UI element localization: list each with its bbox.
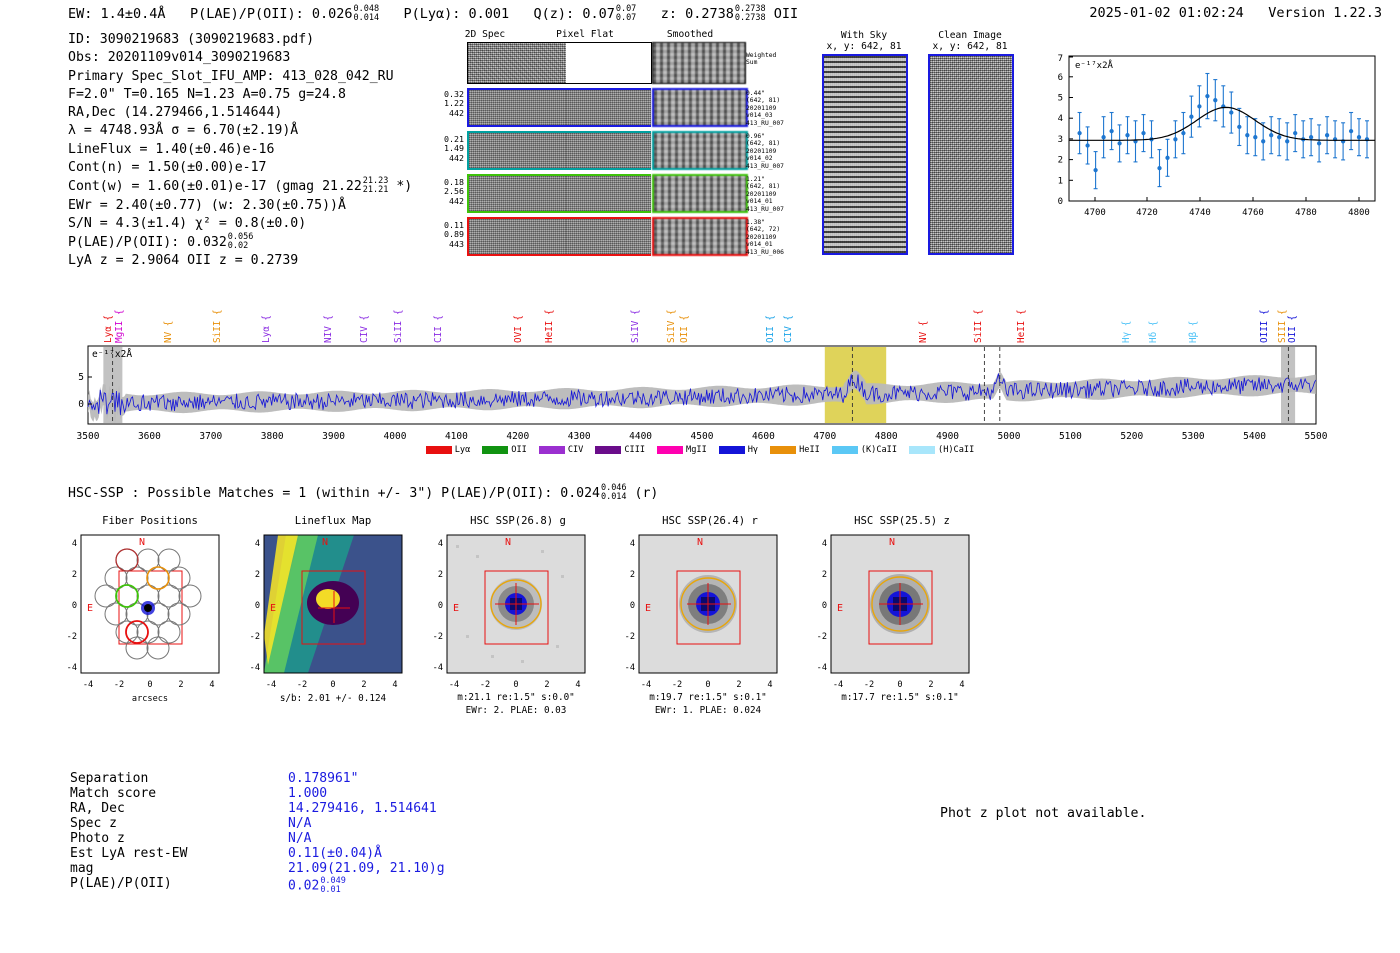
svg-text:0: 0 — [897, 680, 903, 690]
line-label-6: CIV { — [359, 315, 371, 343]
line-label-3: SiII { — [212, 309, 224, 343]
legend-swatch-7 — [832, 446, 858, 454]
match-properties-table — [70, 772, 690, 902]
svg-text:4000: 4000 — [383, 431, 407, 442]
svg-text:4: 4 — [437, 539, 443, 549]
compass-e-2: E — [453, 603, 460, 614]
cutout-lineflux-map — [238, 515, 428, 715]
svg-text:-4: -4 — [66, 663, 77, 673]
spec2d-weighted-sum-2d — [467, 42, 567, 84]
info-line-1: Obs: 20201109v014_3090219683 — [68, 50, 291, 66]
info-plae-errors: 0.056 0.02 — [227, 232, 254, 252]
spec2d-row0-smoothed — [652, 88, 748, 127]
hsc-r-svg — [613, 515, 809, 720]
header-z-errors: 0.2738 0.2738 — [734, 4, 766, 23]
svg-text:0: 0 — [147, 680, 153, 690]
info-line-7: Cont(n) = 1.50(±0.00)e-17 — [68, 160, 267, 176]
cutout-title-4: HSC SSP(25.5) z — [854, 515, 950, 527]
svg-text:2: 2 — [629, 570, 635, 580]
svg-text:2: 2 — [736, 680, 742, 690]
line-label-2: NV { — [163, 320, 174, 343]
line-label-17: SiII { — [973, 309, 985, 343]
line-label-7: SiII { — [393, 309, 405, 343]
svg-text:4100: 4100 — [444, 431, 468, 442]
svg-text:-2: -2 — [671, 680, 683, 690]
info-line-5: λ = 4748.93Å σ = 6.70(±2.19)Å — [68, 123, 299, 139]
compass-n-4: N — [889, 537, 896, 548]
header-plae-poii-errors: 0.048 0.014 — [353, 4, 380, 23]
svg-text:-4: -4 — [265, 680, 277, 690]
info-line-4: RA,Dec (14.279466,1.514644) — [68, 105, 283, 121]
svg-text:4500: 4500 — [690, 431, 714, 442]
svg-text:1: 1 — [1057, 176, 1063, 187]
spec2d-row3-smoothed — [652, 217, 748, 256]
svg-text:5300: 5300 — [1181, 431, 1205, 442]
legend-label-3: CIII — [624, 445, 646, 455]
row-value-7: 0.02 0.049 0.01 — [288, 876, 346, 895]
timestamp: 2025-01-02 01:02:24 — [1089, 5, 1244, 21]
svg-text:0: 0 — [705, 680, 711, 690]
lineflux-map-svg — [238, 515, 428, 710]
line-label-10: HeII { — [543, 309, 555, 343]
compass-n-1: N — [322, 537, 329, 548]
svg-text:2: 2 — [928, 680, 934, 690]
svg-text:4800: 4800 — [1348, 208, 1370, 218]
spec2d-row3-2d — [467, 217, 567, 256]
svg-text:-2: -2 — [479, 680, 491, 690]
cutout-hsc-r — [613, 515, 809, 725]
full-spectrum-plot — [70, 309, 1335, 450]
info-cont-w — [68, 177, 412, 196]
svg-text:3900: 3900 — [322, 431, 346, 442]
spec2d-row0-flat — [566, 88, 651, 127]
svg-text:e⁻¹⁷x2Å: e⁻¹⁷x2Å — [92, 349, 133, 360]
spectrum-legend — [0, 445, 1400, 455]
hsc-match-line — [68, 484, 658, 502]
spec2d-panel-group — [430, 30, 790, 260]
header-qz-errors: 0.07 0.07 — [615, 4, 637, 23]
line-label-16: NV { — [918, 320, 930, 343]
row-key-1: Match score — [70, 786, 157, 801]
spec2d-row3-left-labels: 0.11 0.89 443 — [444, 220, 464, 249]
svg-text:4700: 4700 — [1084, 208, 1106, 218]
cutout-hsc-g — [421, 515, 617, 725]
svg-text:4: 4 — [392, 680, 398, 690]
legend-swatch-5 — [719, 446, 745, 454]
svg-text:2: 2 — [821, 570, 827, 580]
svg-text:4700: 4700 — [813, 431, 837, 442]
svg-text:-2: -2 — [249, 632, 260, 642]
header-ew: EW: 1.4±0.4Å — [68, 5, 166, 22]
info-cont-w-pre: Cont(w) = 1.60(±0.01)e-17 (gmag 21.22 — [68, 179, 362, 195]
legend-label-1: OII — [511, 445, 527, 455]
cutout-xlabel-0: arcsecs — [131, 694, 169, 704]
legend-label-4: MgII — [686, 445, 707, 455]
svg-text:4200: 4200 — [506, 431, 530, 442]
header-plae-poii: P(LAE)/P(OII): 0.026 — [189, 5, 353, 22]
svg-text:4: 4 — [254, 539, 260, 549]
header-timestamp-version — [1089, 5, 1382, 21]
legend-label-2: CIV — [567, 445, 584, 455]
svg-text:-2: -2 — [113, 680, 125, 690]
svg-text:5100: 5100 — [1058, 431, 1082, 442]
info-sn: S/N = 4.3(±1.4) χ² = 0.8(±0.0) — [68, 215, 307, 231]
row-key-3: Spec z — [70, 816, 117, 831]
svg-text:7: 7 — [1057, 54, 1063, 64]
compass-e-3: E — [645, 603, 652, 614]
legend-label-5: Hγ — [747, 445, 759, 455]
header-summary-line — [68, 5, 798, 23]
svg-text:5: 5 — [78, 372, 84, 383]
svg-text:2: 2 — [437, 570, 443, 580]
line-label-24: OII { — [1286, 315, 1298, 343]
info-plae — [68, 233, 412, 252]
svg-text:4600: 4600 — [751, 431, 775, 442]
row-value-7-errors: 0.049 0.01 — [320, 876, 346, 895]
line-label-0: Lyα { — [102, 315, 114, 343]
spec2d-row2-right-labels: 1.21" (642, 81) 20201109 v014_01 413_RU_007 — [746, 176, 784, 213]
cutout-title-3: HSC SSP(26.4) r — [662, 515, 758, 527]
info-ewr: EWr = 2.40(±0.77) (w: 2.30(±0.75))Å — [68, 197, 346, 213]
svg-text:0: 0 — [821, 601, 827, 611]
line-label-11: SiIV { — [629, 309, 641, 343]
spec2d-weighted-sum-label: Weighted Sum — [746, 52, 777, 67]
spec2d-row1-2d — [467, 131, 567, 170]
legend-swatch-1 — [482, 446, 508, 454]
cutout-title-0: Fiber Positions — [102, 515, 198, 527]
info-line-3: F=2.0" T=0.165 N=1.23 A=0.75 g=24.8 — [68, 86, 346, 102]
compass-n-3: N — [697, 537, 704, 548]
svg-text:5200: 5200 — [1120, 431, 1144, 442]
row-value-2: 14.279416, 1.514641 — [288, 801, 437, 816]
clean-image-title: Clean Image — [938, 30, 1002, 41]
row-key-6: mag — [70, 861, 94, 876]
info-cont-w-post: *) — [396, 179, 413, 195]
legend-item-0 — [426, 445, 471, 455]
svg-text:2: 2 — [254, 570, 260, 580]
legend-swatch-3 — [595, 446, 621, 454]
cutout-sub1-2: m:21.1 re:1.5" s:0.0" — [457, 692, 575, 703]
compass-e-1: E — [270, 603, 277, 614]
svg-text:4: 4 — [959, 680, 965, 690]
svg-text:5000: 5000 — [997, 431, 1021, 442]
line-label-9: OVI { — [512, 315, 524, 343]
spec2d-row1-right-labels: 0.96" (642, 81) 20201109 v014_02 413_RU_007 — [746, 133, 784, 170]
svg-text:4720: 4720 — [1136, 208, 1158, 218]
line-label-13: OII { — [678, 315, 690, 343]
svg-text:4760: 4760 — [1242, 208, 1264, 218]
line-label-21: Hβ { — [1188, 320, 1200, 343]
svg-text:4740: 4740 — [1189, 208, 1211, 218]
with-sky-coords: x, y: 642, 81 — [826, 41, 902, 52]
info-cont-w-errors: 21.23 21.21 — [362, 176, 389, 196]
svg-text:-2: -2 — [432, 632, 443, 642]
svg-text:4400: 4400 — [629, 431, 653, 442]
svg-text:4300: 4300 — [567, 431, 591, 442]
svg-text:4800: 4800 — [874, 431, 898, 442]
line-label-22: OIII { — [1259, 309, 1270, 343]
svg-text:-4: -4 — [640, 680, 652, 690]
spec2d-weighted-sum-smoothed — [652, 42, 746, 84]
svg-text:4900: 4900 — [936, 431, 960, 442]
cutout-title-1: Lineflux Map — [294, 515, 372, 527]
spec2d-row1-left-labels: 0.21 1.49 442 — [444, 134, 464, 163]
legend-label-7: (K)CaII — [860, 445, 898, 455]
photz-note: Phot z plot not available. — [940, 806, 1147, 821]
spec2d-row2-left-labels: 0.18 2.56 442 — [444, 177, 464, 206]
legend-label-8: (H)CaII — [938, 445, 975, 455]
line-label-20: Hδ { — [1148, 320, 1160, 343]
svg-text:4: 4 — [1057, 114, 1063, 125]
svg-text:-4: -4 — [624, 663, 635, 673]
legend-item-6 — [770, 445, 820, 455]
svg-text:0: 0 — [71, 601, 77, 611]
svg-text:-4: -4 — [832, 680, 844, 690]
svg-text:4: 4 — [71, 539, 77, 549]
object-info-block — [68, 31, 412, 271]
header-plya: P(Lyα): 0.001 — [403, 5, 510, 22]
spec2d-weighted-sum-flat — [566, 42, 652, 84]
svg-text:e⁻¹⁷x2Å: e⁻¹⁷x2Å — [1075, 61, 1113, 71]
cutout-fiber-positions — [55, 515, 245, 715]
compass-n-2: N — [505, 537, 512, 548]
legend-item-1 — [482, 445, 527, 455]
legend-label-0: Lyα — [454, 445, 471, 455]
info-line-2: Primary Spec_Slot_IFU_AMP: 413_028_042_RU — [68, 68, 394, 84]
svg-text:2: 2 — [178, 680, 184, 690]
svg-text:3500: 3500 — [76, 431, 100, 442]
spec2d-row2-flat — [566, 174, 651, 213]
svg-text:2: 2 — [544, 680, 550, 690]
cutout-sub-1: s/b: 2.01 +/- 0.124 — [279, 693, 387, 704]
legend-swatch-4 — [657, 446, 683, 454]
fiber-positions-svg — [55, 515, 245, 710]
spec2d-row0-2d — [467, 88, 569, 127]
compass-e-4: E — [837, 603, 844, 614]
spec2d-row3-flat — [566, 217, 651, 256]
legend-swatch-8 — [909, 446, 935, 454]
row-value-0: 0.178961" — [288, 771, 359, 786]
svg-text:4: 4 — [575, 680, 581, 690]
line-label-19: Hγ { — [1120, 320, 1132, 343]
line-label-18: HeII { — [1016, 309, 1028, 343]
svg-text:2: 2 — [1057, 155, 1063, 166]
info-line-0: ID: 3090219683 (3090219683.pdf) — [68, 32, 315, 47]
spec2d-col-title-pixelflat: Pixel Flat — [556, 29, 614, 40]
svg-text:6: 6 — [1057, 72, 1063, 83]
spec2d-col-title-smoothed: Smoothed — [666, 29, 714, 40]
spec2d-row2-2d — [467, 174, 567, 213]
line-label-1: MgII { — [113, 309, 125, 343]
row-key-4: Photo z — [70, 831, 125, 846]
info-line-6: LineFlux = 1.40(±0.46)e-16 — [68, 141, 275, 157]
svg-text:5500: 5500 — [1304, 431, 1328, 442]
legend-item-7 — [832, 445, 897, 455]
legend-item-3 — [595, 445, 645, 455]
row-value-6: 21.09(21.09, 21.10)g — [288, 861, 445, 876]
cutout-sub1-3: m:19.7 re:1.5" s:0.1" — [649, 692, 767, 703]
svg-text:-4: -4 — [448, 680, 460, 690]
svg-text:4780: 4780 — [1295, 208, 1317, 218]
compass-n-0: N — [139, 537, 146, 548]
svg-text:-2: -2 — [816, 632, 827, 642]
header-z: z: 0.2738 — [660, 5, 734, 22]
line-label-12: SiIV { — [666, 309, 678, 343]
full-spectrum-svg — [70, 340, 1335, 455]
row-key-2: RA, Dec — [70, 801, 125, 816]
row-key-5: Est LyA rest-EW — [70, 846, 188, 861]
svg-text:-4: -4 — [816, 663, 827, 673]
svg-text:3800: 3800 — [260, 431, 284, 442]
version-string: Version 1.22.3 — [1268, 5, 1382, 21]
legend-swatch-0 — [426, 446, 452, 454]
emission-line-zoom-plot — [1035, 52, 1383, 227]
svg-text:4: 4 — [629, 539, 635, 549]
row-key-7: P(LAE)/P(OII) — [70, 876, 172, 891]
compass-e-0: E — [87, 603, 94, 614]
svg-text:3: 3 — [1057, 134, 1063, 145]
with-sky-image — [822, 54, 908, 255]
svg-text:5: 5 — [1057, 93, 1063, 104]
line-label-4: Lyα { — [261, 315, 273, 343]
cutout-sub2-2: EWr: 2. PLAE: 0.03 — [465, 705, 567, 716]
svg-text:0: 0 — [437, 601, 443, 611]
hsc-errors: 0.046 0.014 — [600, 483, 627, 502]
info-plae-label: P(LAE)/P(OII): 0.032 — [68, 235, 227, 251]
row-value-1: 1.000 — [288, 786, 328, 801]
svg-text:5400: 5400 — [1243, 431, 1267, 442]
svg-text:0: 0 — [629, 601, 635, 611]
svg-text:-2: -2 — [296, 680, 308, 690]
svg-text:2: 2 — [361, 680, 367, 690]
hsc-text-post: (r) — [634, 485, 659, 501]
line-label-5: NIV { — [322, 315, 334, 343]
header-qz: Q(z): 0.07 — [533, 5, 615, 22]
row-value-3: N/A — [288, 816, 312, 831]
svg-text:0: 0 — [254, 601, 260, 611]
cutout-title-2: HSC SSP(26.8) g — [470, 515, 566, 527]
line-label-15: CIV { — [783, 315, 795, 343]
spec2d-row3-right-labels: 1.38" (642, 72) 20201109 v014_01 413_RU_006 — [746, 219, 784, 256]
hsc-text-pre: HSC-SSP : Possible Matches = 1 (within +/- 3") P(LAE)/P(OII): 0.024 — [68, 485, 600, 501]
spec2d-row2-smoothed — [652, 174, 748, 213]
svg-text:-4: -4 — [249, 663, 260, 673]
legend-item-4 — [657, 445, 707, 455]
spec2d-row1-smoothed — [652, 131, 748, 170]
spec2d-row0-right-labels: 0.44" (642, 81) 20201109 v014_03 413_RU_007 — [746, 90, 784, 127]
svg-text:0: 0 — [78, 399, 84, 410]
svg-text:4: 4 — [767, 680, 773, 690]
line-label-23: SIII { — [1277, 309, 1289, 343]
hsc-z-svg — [805, 515, 1001, 720]
svg-text:3700: 3700 — [199, 431, 223, 442]
row-value-5: 0.11(±0.04)Å — [288, 846, 382, 861]
row-value-4: N/A — [288, 831, 312, 846]
cutout-sub1-4: m:17.7 re:1.5" s:0.1" — [841, 692, 959, 703]
with-sky-title: With Sky — [840, 30, 888, 41]
hsc-g-svg — [421, 515, 617, 720]
cutout-sub2-3: EWr: 1. PLAE: 0.024 — [654, 705, 762, 716]
clean-image-coords: x, y: 642, 81 — [932, 41, 1008, 52]
clean-image — [928, 54, 1014, 255]
header-z-line: OII — [773, 5, 799, 22]
spec2d-row0-left-labels: 0.32 1.22 442 — [444, 89, 464, 118]
info-redshifts: LyA z = 2.9064 OII z = 0.2739 — [68, 253, 299, 269]
svg-text:0: 0 — [513, 680, 519, 690]
legend-swatch-2 — [539, 446, 565, 454]
legend-item-8 — [909, 445, 974, 455]
legend-item-5 — [719, 445, 758, 455]
svg-text:-2: -2 — [863, 680, 875, 690]
svg-text:2: 2 — [71, 570, 77, 580]
svg-text:-2: -2 — [624, 632, 635, 642]
svg-text:0: 0 — [330, 680, 336, 690]
line-label-14: OII { — [764, 315, 776, 343]
legend-item-2 — [539, 445, 584, 455]
svg-text:-2: -2 — [66, 632, 77, 642]
legend-swatch-6 — [770, 446, 796, 454]
svg-text:0: 0 — [1057, 197, 1063, 207]
svg-text:4: 4 — [821, 539, 827, 549]
emission-line-zoom-svg — [1035, 52, 1383, 227]
row-key-0: Separation — [70, 771, 149, 786]
svg-text:-4: -4 — [432, 663, 443, 673]
svg-text:-4: -4 — [82, 680, 94, 690]
spec2d-col-title-2dspec: 2D Spec — [464, 29, 506, 40]
svg-text:4: 4 — [209, 680, 215, 690]
legend-label-6: HeII — [799, 445, 820, 455]
spec2d-row1-flat — [566, 131, 651, 170]
line-label-8: CII { — [433, 315, 445, 343]
cutout-hsc-z — [805, 515, 1001, 725]
svg-text:3600: 3600 — [137, 431, 161, 442]
